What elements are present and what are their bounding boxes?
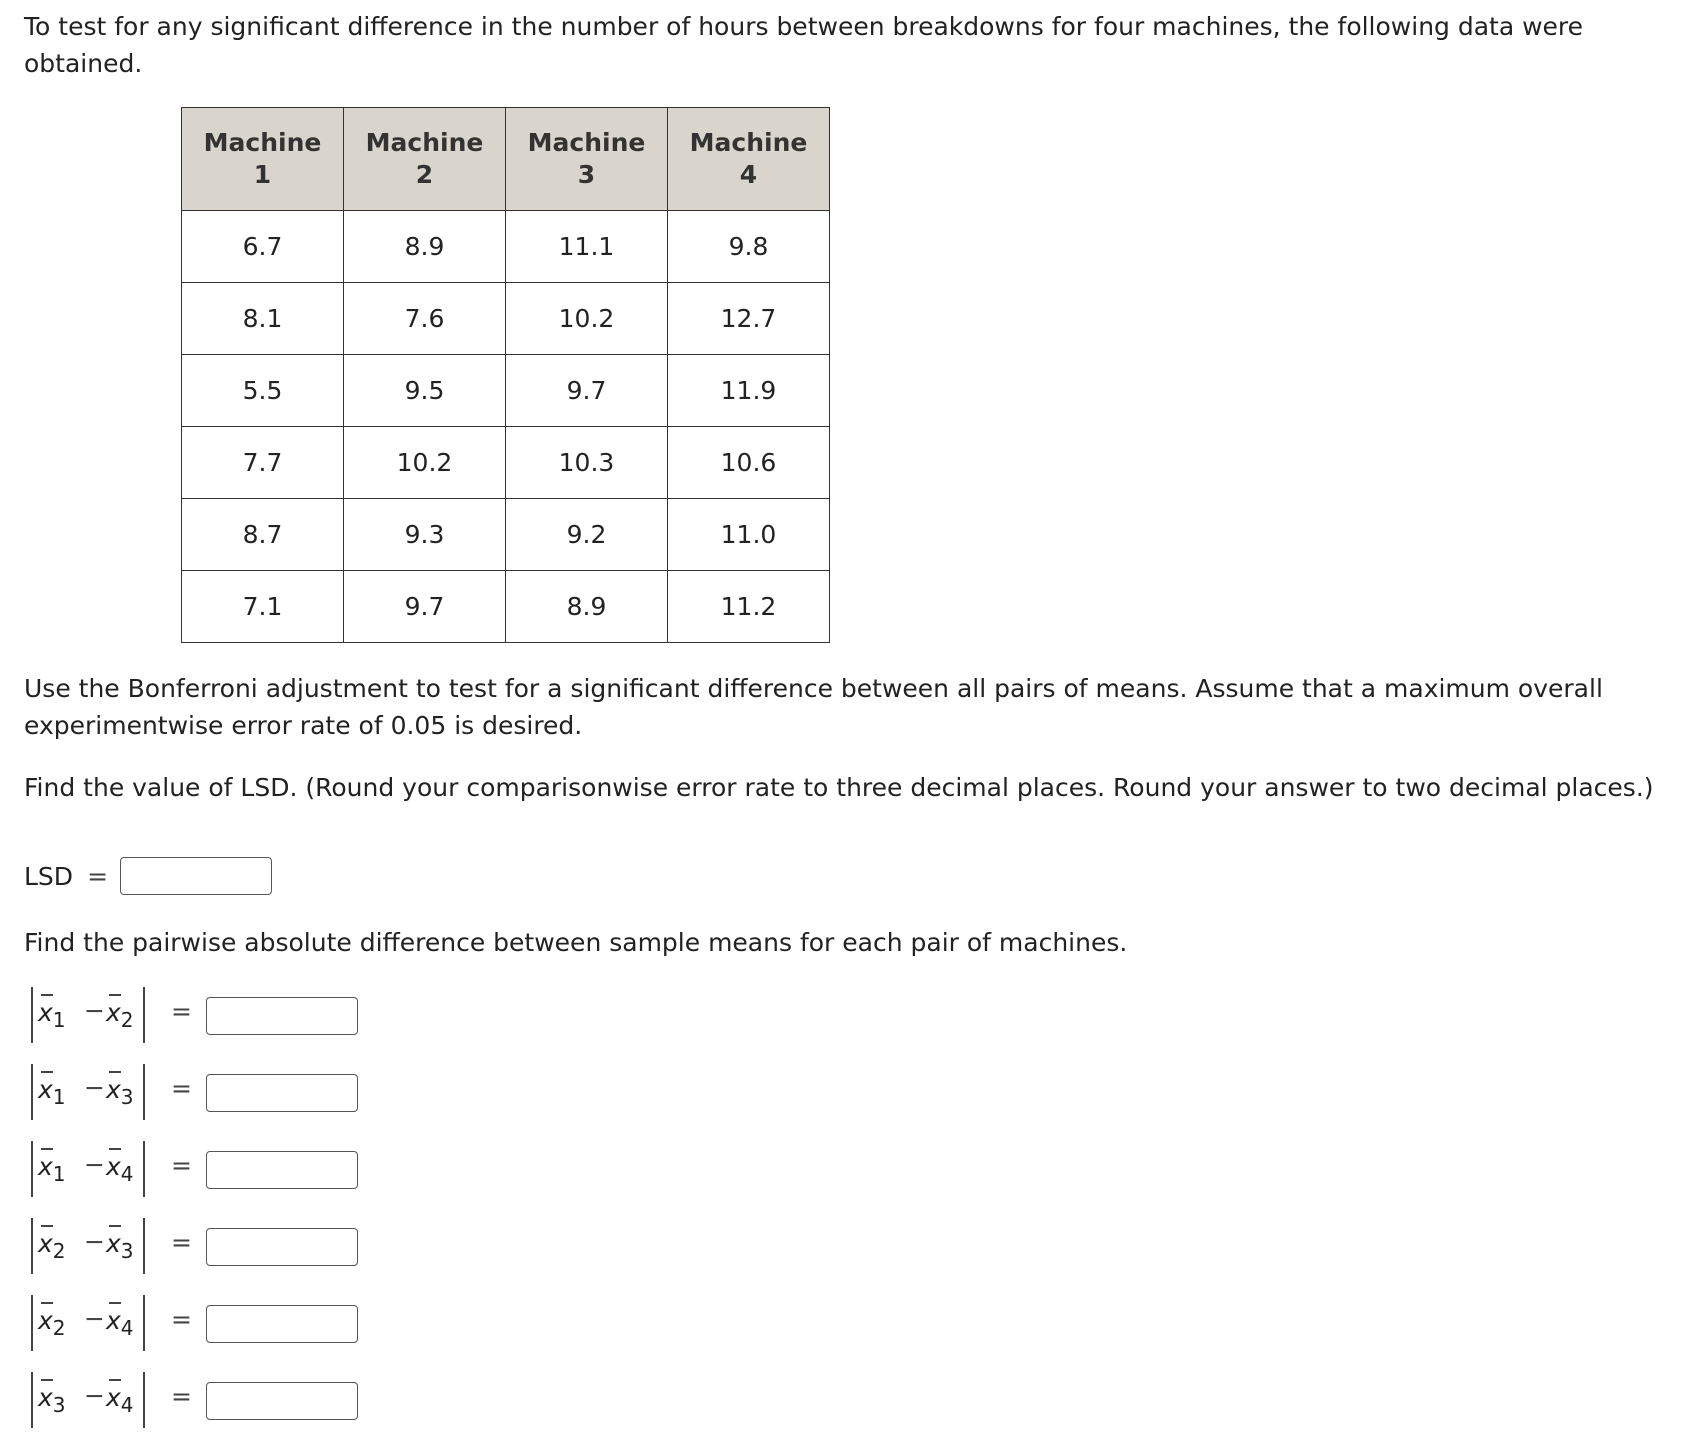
equals-sign: = — [87, 861, 109, 891]
table-cell: 7.1 — [182, 571, 344, 643]
mean-x1: $x_1$ — [38, 1075, 66, 1104]
minus-sign: − — [84, 1381, 105, 1410]
table-header-row — [182, 108, 830, 211]
lsd-input[interactable] — [120, 857, 272, 895]
lsd-answer-row — [24, 857, 272, 895]
table-cell: 9.3 — [344, 499, 506, 571]
mean-x3: $x_3$ — [106, 1075, 134, 1104]
abs-bar-right — [143, 1218, 145, 1274]
table-row — [182, 499, 830, 571]
diff-3-4-input[interactable] — [206, 1382, 358, 1420]
table-cell: 7.6 — [344, 283, 506, 355]
lsd-prompt: Find the value of LSD. (Round your comparisonwise error rate to three decimal places. Round your answer to two decimal places.) — [24, 773, 1654, 802]
abs-bar-right — [143, 1064, 145, 1120]
abs-bar-right — [143, 1141, 145, 1197]
table-row — [182, 283, 830, 355]
table-cell: 9.8 — [668, 211, 830, 283]
pair-row-1-4 — [28, 1139, 428, 1203]
machine-data-table — [181, 107, 830, 643]
table-cell: 5.5 — [182, 355, 344, 427]
table-cell: 9.2 — [506, 499, 668, 571]
equals-sign: = — [171, 1074, 192, 1103]
table-cell: 9.5 — [344, 355, 506, 427]
table-cell: 10.2 — [344, 427, 506, 499]
diff-2-3-input[interactable] — [206, 1228, 358, 1266]
abs-bar-left — [31, 1218, 33, 1274]
abs-bar-right — [143, 1372, 145, 1428]
equals-sign: = — [171, 1382, 192, 1411]
mean-x1: $x_1$ — [38, 998, 66, 1027]
table-cell: 11.1 — [506, 211, 668, 283]
table-cell: 8.9 — [506, 571, 668, 643]
equals-sign: = — [171, 1228, 192, 1257]
mean-x3: $x_3$ — [106, 1229, 134, 1258]
pair-row-1-2 — [28, 985, 428, 1049]
minus-sign: − — [84, 1150, 105, 1179]
mean-x2: $x_2$ — [106, 998, 134, 1027]
table-cell: 12.7 — [668, 283, 830, 355]
diff-1-4-input[interactable] — [206, 1151, 358, 1189]
header-machine-4: Machine 4 — [668, 108, 830, 211]
table-cell: 10.3 — [506, 427, 668, 499]
mean-x2: $x_2$ — [38, 1306, 66, 1335]
pair-row-2-4 — [28, 1293, 428, 1357]
mean-x4: $x_4$ — [106, 1383, 134, 1412]
table-cell: 8.9 — [344, 211, 506, 283]
diff-1-2-input[interactable] — [206, 997, 358, 1035]
abs-bar-left — [31, 1064, 33, 1120]
abs-bar-left — [31, 1372, 33, 1428]
mean-x4: $x_4$ — [106, 1152, 134, 1181]
table-cell: 8.1 — [182, 283, 344, 355]
lsd-label: LSD — [24, 861, 74, 891]
table-row — [182, 571, 830, 643]
table-cell: 6.7 — [182, 211, 344, 283]
pair-row-3-4 — [28, 1370, 428, 1434]
abs-bar-left — [31, 1141, 33, 1197]
mean-x1: $x_1$ — [38, 1152, 66, 1181]
equals-sign: = — [171, 1305, 192, 1334]
abs-bar-right — [143, 1295, 145, 1351]
table-row — [182, 427, 830, 499]
minus-sign: − — [84, 1073, 105, 1102]
table-cell: 11.0 — [668, 499, 830, 571]
equals-sign: = — [171, 997, 192, 1026]
table-row — [182, 355, 830, 427]
table-row — [182, 211, 830, 283]
minus-sign: − — [84, 1227, 105, 1256]
diff-1-3-input[interactable] — [206, 1074, 358, 1112]
intro-text: To test for any significant difference in the number of hours between breakdowns for four machines, the following data were obtained. — [24, 12, 1584, 78]
mean-x3: $x_3$ — [38, 1383, 66, 1412]
table-cell: 10.6 — [668, 427, 830, 499]
mean-x2: $x_2$ — [38, 1229, 66, 1258]
abs-bar-left — [31, 987, 33, 1043]
abs-bar-right — [143, 987, 145, 1043]
header-machine-2: Machine 2 — [344, 108, 506, 211]
pair-row-1-3 — [28, 1062, 428, 1126]
table-cell: 7.7 — [182, 427, 344, 499]
abs-bar-left — [31, 1295, 33, 1351]
table-cell: 11.2 — [668, 571, 830, 643]
equals-sign: = — [171, 1151, 192, 1180]
minus-sign: − — [84, 1304, 105, 1333]
pairwise-difference-prompt: Find the pairwise absolute difference between sample means for each pair of machines. — [24, 928, 1128, 957]
table-cell: 8.7 — [182, 499, 344, 571]
table-cell: 9.7 — [506, 355, 668, 427]
minus-sign: − — [84, 996, 105, 1025]
bonferroni-instructions: Use the Bonferroni adjustment to test for a significant difference between all pairs of means. Assume that a maximum overall experimentwise error rate of 0.05 is desired. — [24, 674, 1603, 740]
mean-x4: $x_4$ — [106, 1306, 134, 1335]
pair-row-2-3 — [28, 1216, 428, 1280]
header-machine-3: Machine 3 — [506, 108, 668, 211]
header-machine-1: Machine 1 — [182, 108, 344, 211]
table-cell: 11.9 — [668, 355, 830, 427]
diff-2-4-input[interactable] — [206, 1305, 358, 1343]
table-cell: 10.2 — [506, 283, 668, 355]
table-cell: 9.7 — [344, 571, 506, 643]
